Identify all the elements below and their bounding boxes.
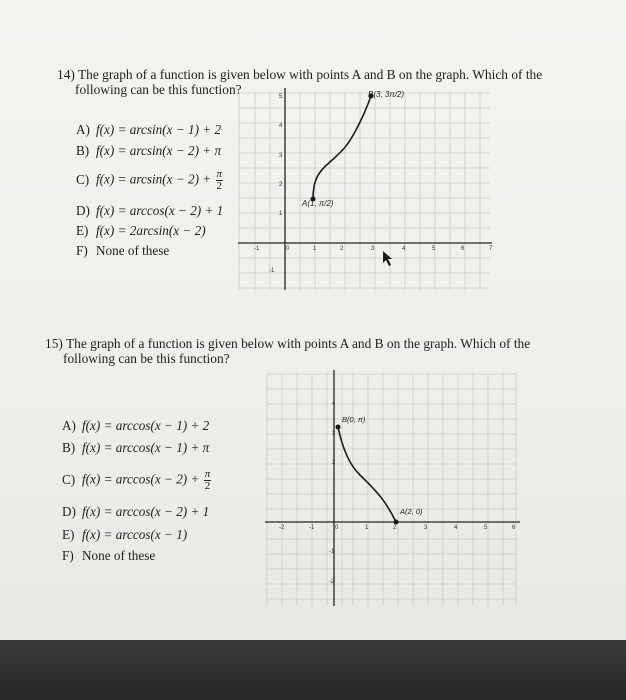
q15-xtick: 3	[424, 525, 428, 531]
q15-point-b	[336, 425, 341, 430]
q14-option-a[interactable]: A) f(x) = arcsin(x − 1) + 2	[76, 122, 222, 137]
q15-xtick: 4	[454, 525, 458, 531]
q15-xtick: 0	[335, 525, 339, 531]
q14-prompt-line2: following can be this function?	[75, 82, 242, 97]
q14-xtick: -1	[254, 246, 260, 252]
q14-xtick: 0	[286, 246, 290, 252]
q14-xtick: 3	[371, 246, 375, 252]
q15-option-b[interactable]: B) f(x) = arccos(x − 1) + π	[62, 440, 210, 455]
q15-option-c[interactable]: C) f(x) = arccos(x − 2) + $\frac{\pi}{2}$	[62, 468, 211, 492]
q15-point-a-label: A(2, 0)	[400, 507, 423, 516]
q15-option-a[interactable]: A) f(x) = arccos(x − 1) + 2	[62, 418, 210, 433]
q15-ytick: 1	[332, 490, 336, 496]
q15-ytick: -2	[329, 579, 335, 585]
q15-ytick: 3	[332, 431, 336, 437]
q15-xtick: -1	[309, 525, 315, 531]
q14-ytick: 1	[279, 211, 283, 217]
q15-grid	[267, 374, 516, 606]
q14-xtick: 1	[313, 246, 317, 252]
q14-option-d[interactable]: D) f(x) = arccos(x − 2) + 1	[76, 203, 224, 218]
q15-prompt-line1: 15) The graph of a function is given below with points A and B on the graph. Which of the	[45, 336, 531, 351]
q14-ytick: 4	[279, 123, 283, 129]
q14-xtick: 6	[461, 246, 465, 252]
q15-xtick: -2	[279, 525, 285, 531]
q15-xtick: 5	[484, 525, 488, 531]
q15-option-f[interactable]: F) None of these	[62, 548, 156, 563]
q14-xtick: 5	[432, 246, 436, 252]
q14-option-b[interactable]: B) f(x) = arcsin(x − 2) + π	[76, 143, 222, 158]
q14-xtick: 7	[489, 246, 493, 252]
q15-ytick: 4	[332, 401, 336, 407]
q14-option-e[interactable]: E) f(x) = 2arcsin(x − 2)	[76, 223, 206, 238]
q14-option-f[interactable]: F) None of these	[76, 243, 170, 258]
q15-xtick: 1	[365, 525, 369, 531]
q14-xtick: 2	[340, 246, 344, 252]
q15-xtick: 2	[393, 525, 397, 531]
q15-function-curve	[338, 427, 396, 522]
q14-ytick: 3	[279, 153, 283, 159]
q14-ytick: 2	[279, 182, 283, 188]
q14-prompt-line1: 14) The graph of a function is given below with points A and B on the graph. Which of the	[57, 67, 543, 82]
q15-prompt-line2: following can be this function?	[63, 351, 230, 366]
q15-option-d[interactable]: D) f(x) = arccos(x − 2) + 1	[62, 504, 210, 519]
q15-option-e[interactable]: E) f(x) = arccos(x − 1)	[62, 527, 188, 542]
q15-xtick: 6	[512, 525, 516, 531]
q14-point-b-label: B(3, 3π/2)	[368, 90, 405, 99]
q14-option-c[interactable]: C) f(x) = arcsin(x − 2) + $\frac{\pi}{2}$	[76, 168, 223, 192]
q14-xtick: 4	[402, 246, 406, 252]
q14-option-c-fraction: $\frac{\pi}{2}$	[216, 168, 223, 192]
q14-point-a-label: A(1, π/2)	[302, 199, 334, 208]
q15-ytick: 2	[332, 460, 336, 466]
q15-point-b-label: B(0, π)	[342, 415, 366, 424]
q14-ytick: 5	[279, 94, 283, 100]
q14-ytick: -1	[269, 268, 275, 274]
q15-ytick: -1	[329, 549, 335, 555]
q15-point-a	[394, 520, 399, 525]
q15-option-c-fraction: $\frac{\pi}{2}$	[204, 468, 211, 492]
